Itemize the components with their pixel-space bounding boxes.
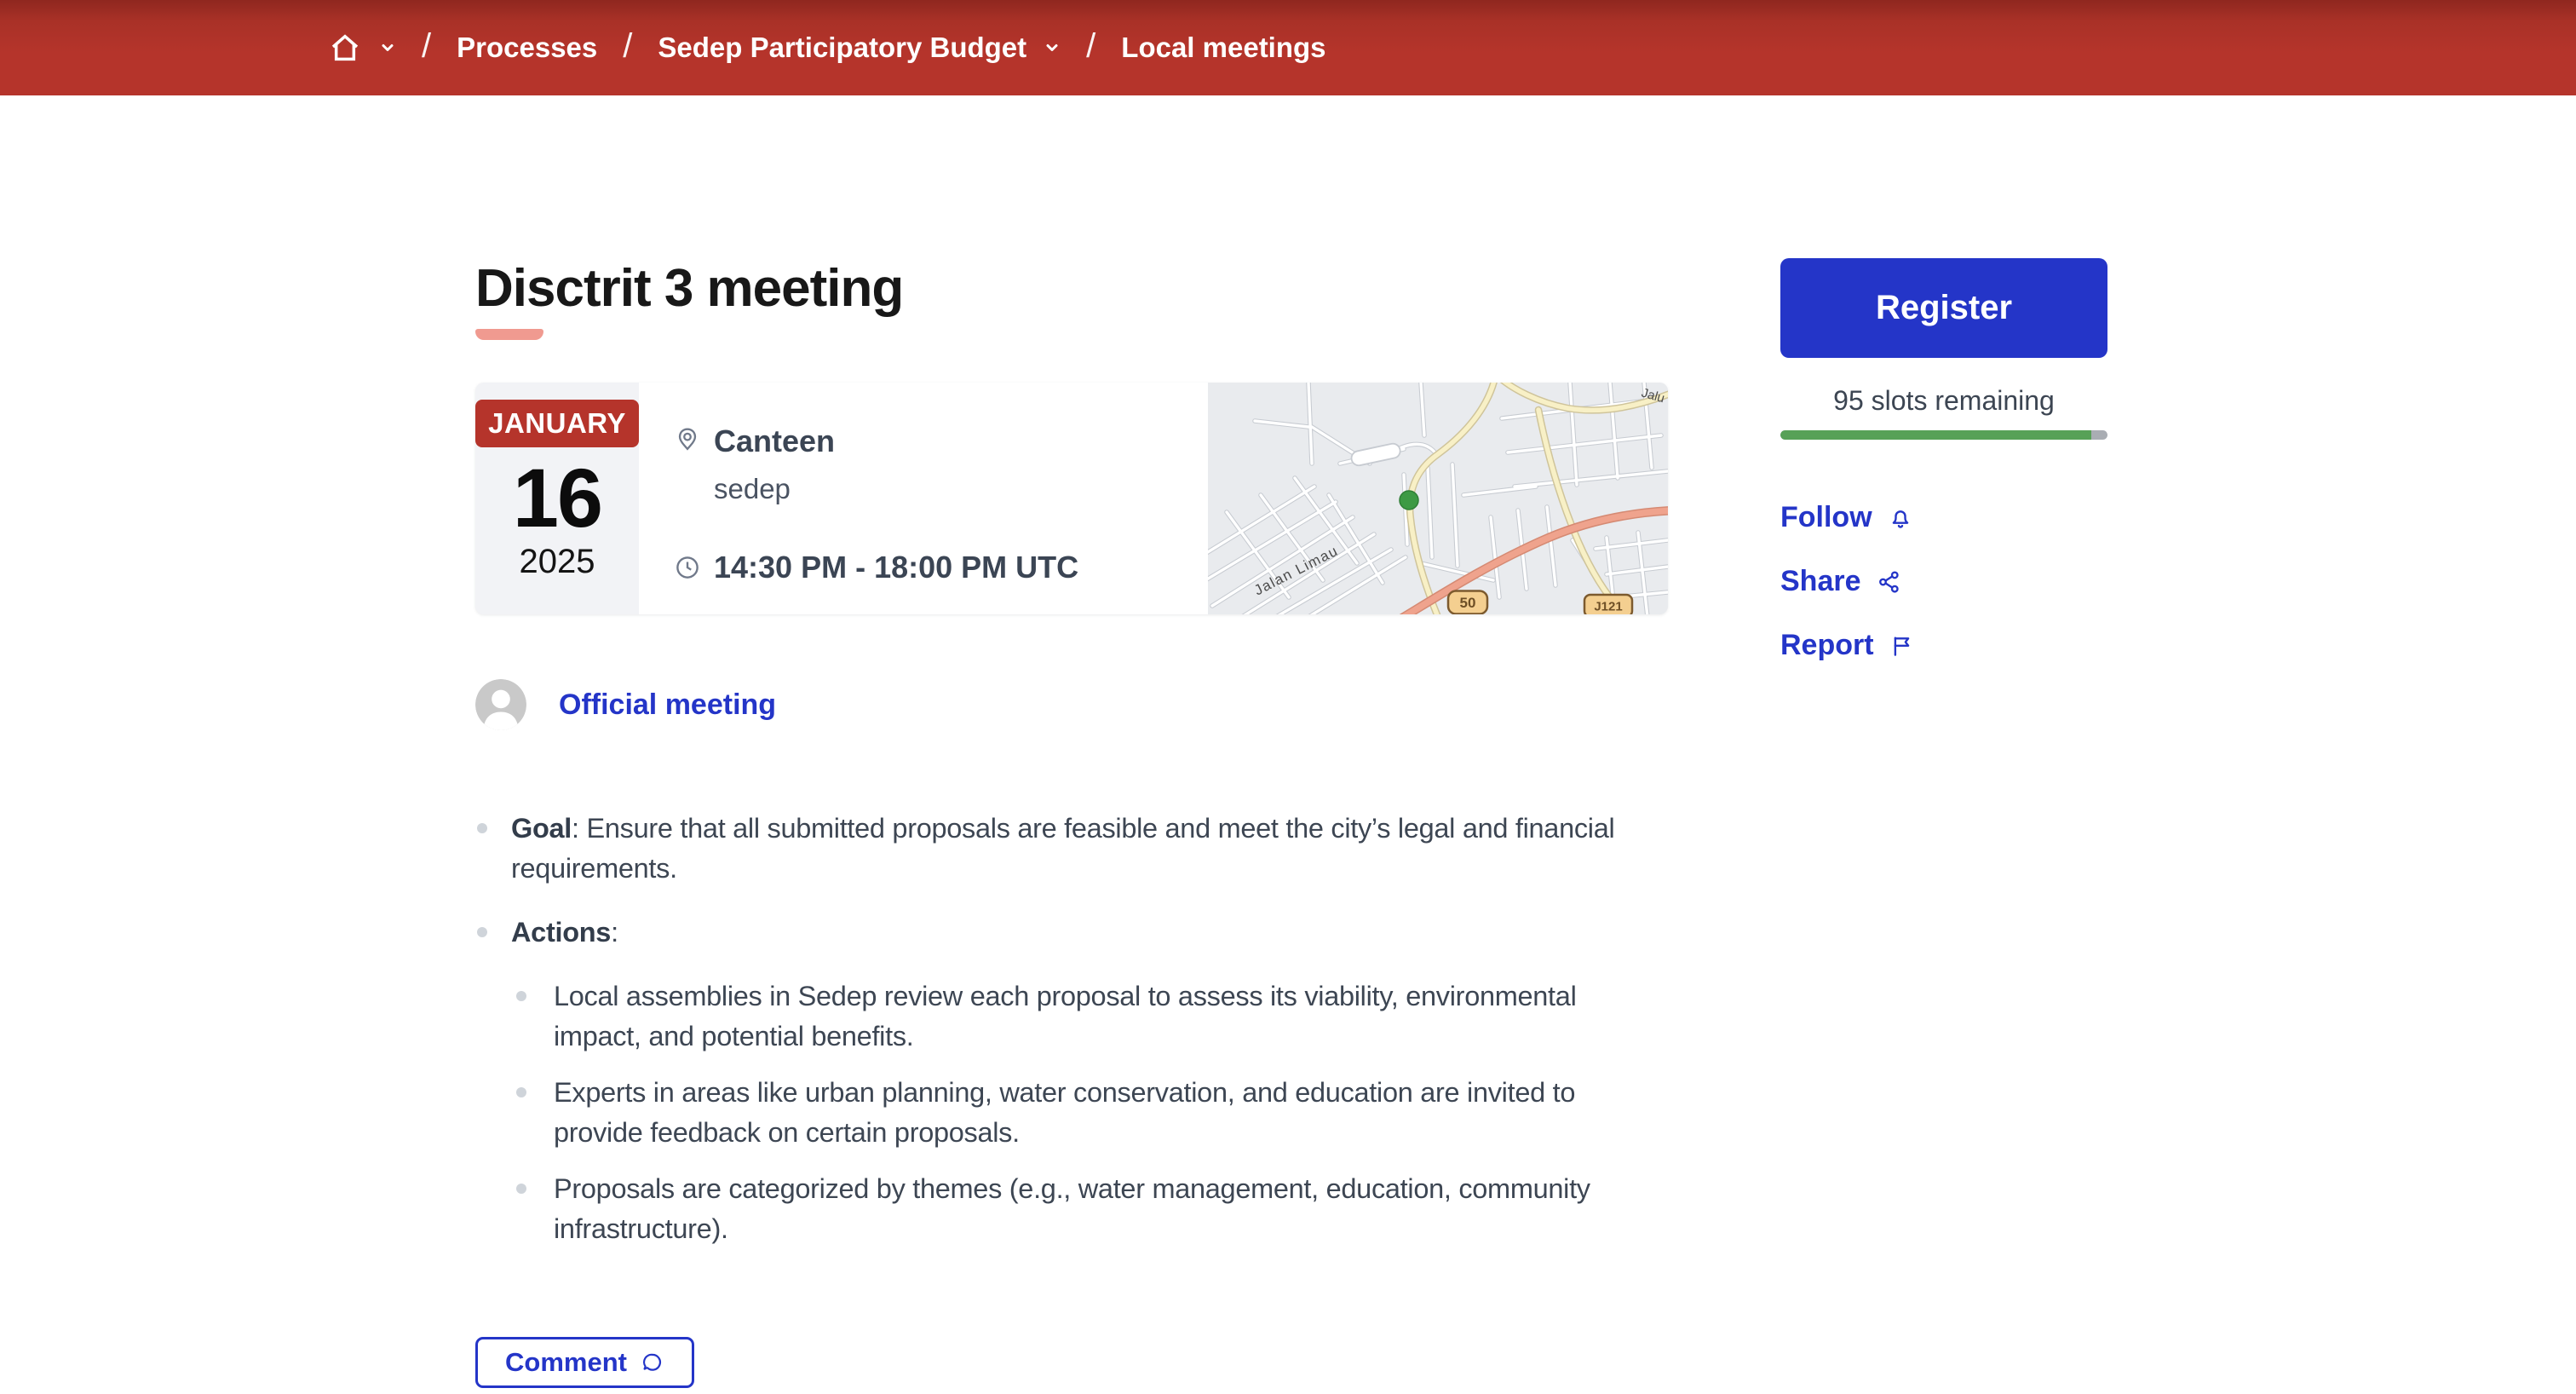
list-item (515, 1073, 1668, 1153)
bullet-text: Experts in areas like urban planning, water conservation, and education are invited to provide feedback on certain proposals. (554, 1077, 1576, 1148)
description-list (475, 809, 1668, 953)
bullet-text: Proposals are categorized by themes (e.g., water management, education, community infrastructure). (554, 1173, 1590, 1244)
comment-button-label: Comment (505, 1347, 627, 1377)
date-day: 16 (513, 452, 601, 544)
comment-bubble-icon (641, 1351, 664, 1374)
action-sidebar (1780, 258, 2107, 662)
date-panel (475, 383, 639, 614)
author-row (475, 679, 1668, 730)
bullet-text: Local assemblies in Sedep review each proposal to assess its viability, environmental impact, and potential benefits. (554, 981, 1577, 1051)
comment-button[interactable] (475, 1337, 694, 1388)
avatar (475, 679, 526, 730)
official-meeting-link[interactable]: Official meeting (559, 688, 777, 721)
map-street-label: Jalan Limau (1251, 542, 1342, 599)
bullet-lead: Goal (511, 813, 572, 844)
svg-text:50: 50 (1459, 595, 1476, 611)
share-link[interactable] (1780, 565, 2107, 598)
date-year: 2025 (519, 543, 595, 580)
bullet-text: : (611, 917, 618, 948)
event-info-panel (639, 383, 1208, 614)
breadcrumb-local-meetings[interactable]: Local meetings (1121, 32, 1326, 63)
slots-remaining: 95 slots remaining (1833, 385, 2055, 416)
location-name: Canteen (714, 423, 836, 458)
flag-icon (1889, 633, 1915, 659)
page-title: Disctrit 3 meeting (475, 259, 904, 318)
map-street-label-partial: Jalu (1639, 385, 1667, 406)
location-pin-icon (675, 427, 700, 456)
home-icon[interactable] (328, 31, 362, 65)
list-item (515, 1169, 1668, 1249)
list-item (475, 913, 1668, 953)
follow-link[interactable] (1780, 501, 2107, 534)
chevron-down-icon[interactable] (379, 39, 396, 56)
share-label: Share (1780, 565, 1861, 597)
event-card (475, 383, 1668, 614)
breadcrumb-separator: / (1086, 26, 1096, 65)
month-badge: JANUARY (475, 400, 639, 447)
svg-text:J121: J121 (1594, 599, 1623, 614)
meeting-time: 14:30 PM - 18:00 PM UTC (714, 550, 1079, 585)
breadcrumb-processes[interactable]: Processes (457, 32, 598, 63)
register-button[interactable]: Register (1780, 258, 2107, 358)
bell-icon (1888, 505, 1913, 531)
slots-progress-bar (1780, 430, 2107, 440)
location-detail: sedep (714, 473, 791, 504)
share-icon (1877, 569, 1902, 595)
list-item (515, 976, 1668, 1057)
description-sublist (515, 976, 1668, 1249)
bullet-text: : Ensure that all submitted proposals are feasible and meet the city’s legal and financial requirements. (511, 813, 1615, 884)
meeting-main (475, 0, 1668, 1388)
road-shield-j121 (1584, 595, 1632, 614)
breadcrumb-separator: / (623, 26, 633, 65)
report-link[interactable] (1780, 629, 2107, 662)
location-map[interactable] (1208, 383, 1668, 614)
slots-progress-fill (1780, 430, 2091, 440)
bullet-lead: Actions (511, 917, 612, 948)
road-shield-50 (1448, 591, 1487, 614)
follow-label: Follow (1780, 501, 1872, 533)
report-label: Report (1780, 629, 1874, 661)
breadcrumb-separator: / (422, 26, 432, 65)
title-underline (475, 329, 543, 340)
breadcrumb-process-title[interactable]: Sedep Participatory Budget (658, 32, 1027, 63)
list-item (475, 809, 1668, 889)
map-marker (1400, 491, 1418, 510)
clock-icon (675, 555, 700, 580)
